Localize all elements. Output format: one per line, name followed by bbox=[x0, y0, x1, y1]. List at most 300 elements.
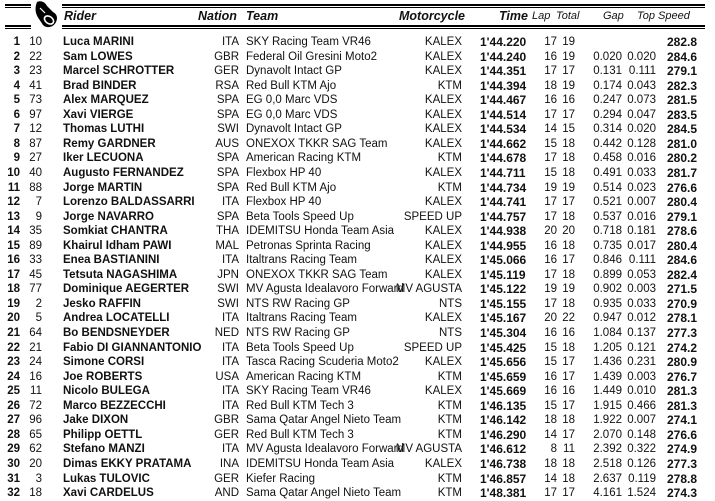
best-lap: 19 bbox=[544, 181, 557, 194]
rider-name: Jorge NAVARRO bbox=[63, 210, 154, 223]
position: 11 bbox=[7, 181, 20, 194]
gap-to-previous: 0.020 bbox=[627, 50, 656, 63]
gap-to-previous: 0.111 bbox=[628, 254, 656, 267]
motorcycle: KALEX bbox=[424, 457, 462, 470]
position: 12 bbox=[7, 196, 20, 209]
position: 25 bbox=[7, 385, 20, 398]
motorcycle: SPEED UP bbox=[403, 341, 462, 354]
total-laps: 19 bbox=[562, 36, 575, 48]
position: 22 bbox=[7, 341, 20, 354]
motorcycle-rider-icon bbox=[31, 0, 61, 30]
gap-to-previous: 0.148 bbox=[627, 428, 656, 441]
top-speed: 282.4 bbox=[666, 267, 697, 282]
table-row bbox=[0, 413, 715, 428]
team: Red Bull KTM Ajo bbox=[246, 79, 337, 92]
rider-name: Luca MARINI bbox=[63, 36, 134, 48]
rider-name: Jake DIXON bbox=[63, 414, 129, 427]
gap-to-previous: 0.137 bbox=[627, 327, 656, 339]
position: 29 bbox=[7, 443, 20, 456]
total-laps: 19 bbox=[562, 283, 575, 296]
best-lap: 15 bbox=[544, 341, 557, 354]
motorcycle: KALEX bbox=[424, 36, 462, 48]
gap-to-previous: 0.003 bbox=[627, 283, 656, 296]
best-time: 1'44.938 bbox=[480, 224, 527, 239]
best-lap: 17 bbox=[544, 210, 557, 223]
best-time: 1'44.534 bbox=[480, 122, 527, 137]
gap-to-previous: 0.043 bbox=[627, 79, 656, 92]
results-header bbox=[0, 0, 715, 34]
gap-to-first: 0.314 bbox=[593, 123, 622, 136]
rider-number: 88 bbox=[29, 181, 42, 194]
top-speed: 280.4 bbox=[666, 195, 697, 210]
rider-name: Khairul Idham PAWI bbox=[63, 239, 172, 252]
gap-to-previous: 0.181 bbox=[627, 225, 656, 238]
gap-to-first: 0.020 bbox=[593, 50, 622, 63]
team: SKY Racing Team VR46 bbox=[246, 36, 371, 48]
best-lap: 16 bbox=[544, 327, 557, 339]
gap-to-previous: 0.010 bbox=[627, 385, 656, 398]
motorcycle: KALEX bbox=[424, 356, 462, 369]
nation: SPA bbox=[216, 181, 239, 194]
rider-number: 11 bbox=[30, 385, 42, 398]
best-lap: 16 bbox=[544, 385, 557, 398]
rider-number: 2 bbox=[35, 297, 42, 310]
total-laps: 17 bbox=[562, 356, 575, 369]
table-row bbox=[0, 457, 715, 472]
gap-to-first: 4.161 bbox=[593, 487, 622, 500]
rider-number: 87 bbox=[29, 137, 42, 150]
gap-to-previous: 1.524 bbox=[627, 487, 656, 500]
rider-number: 89 bbox=[29, 239, 42, 252]
team: EG 0,0 Marc VDS bbox=[246, 108, 338, 121]
position: 9 bbox=[13, 152, 20, 165]
best-lap: 20 bbox=[544, 225, 557, 238]
table-row bbox=[0, 370, 715, 385]
position: 3 bbox=[13, 65, 20, 78]
total-laps: 18 bbox=[562, 210, 575, 223]
top-speed: 280.9 bbox=[666, 355, 697, 370]
nation: ITA bbox=[221, 385, 239, 398]
team: Federal Oil Gresini Moto2 bbox=[246, 50, 378, 63]
table-row bbox=[0, 399, 715, 414]
gap-to-first: 1.439 bbox=[593, 370, 622, 383]
top-speed: 276.6 bbox=[666, 427, 697, 442]
gap-to-first: 0.131 bbox=[593, 65, 622, 78]
rider-name: Stefano MANZI bbox=[63, 443, 145, 456]
gap-to-first: 0.521 bbox=[593, 196, 622, 209]
team: MV Agusta Idealavoro Forward bbox=[246, 283, 404, 296]
table-row bbox=[0, 224, 715, 239]
gap-to-previous: 0.023 bbox=[627, 181, 656, 194]
position: 8 bbox=[13, 137, 20, 150]
best-time: 1'44.394 bbox=[480, 78, 527, 93]
team: Kiefer Racing bbox=[246, 472, 316, 485]
nation: SWI bbox=[217, 123, 239, 136]
top-speed: 283.5 bbox=[666, 107, 697, 122]
best-lap: 14 bbox=[544, 472, 557, 485]
gap-to-previous: 0.033 bbox=[627, 166, 656, 179]
rider-name: Nicolo BULEGA bbox=[63, 385, 150, 398]
motorcycle: MV AGUSTA bbox=[395, 283, 462, 296]
table-row bbox=[0, 50, 715, 65]
total-laps: 17 bbox=[562, 254, 575, 267]
position: 30 bbox=[7, 457, 20, 470]
rider-name: Thomas LUTHI bbox=[63, 123, 145, 136]
header-time: Time bbox=[499, 9, 528, 23]
rider-number: 65 bbox=[29, 428, 42, 441]
nation: JPN bbox=[217, 268, 239, 281]
total-laps: 19 bbox=[562, 79, 575, 92]
total-laps: 17 bbox=[562, 428, 575, 441]
best-lap: 16 bbox=[544, 50, 557, 63]
motorcycle: KTM bbox=[437, 472, 462, 485]
top-speed: 281.7 bbox=[666, 165, 697, 180]
rider-number: 21 bbox=[29, 341, 42, 354]
position: 4 bbox=[13, 79, 20, 92]
best-time: 1'44.757 bbox=[480, 209, 527, 224]
rider-name: Andrea LOCATELLI bbox=[63, 312, 170, 325]
gap-to-previous: 0.012 bbox=[627, 312, 656, 325]
rider-number: 24 bbox=[29, 356, 42, 369]
gap-to-previous: 0.007 bbox=[627, 196, 656, 209]
total-laps: 18 bbox=[562, 341, 575, 354]
table-row bbox=[0, 282, 715, 297]
best-time: 1'44.734 bbox=[480, 180, 527, 195]
motorcycle: KALEX bbox=[424, 166, 462, 179]
header-rule-bottom bbox=[5, 25, 31, 27]
motorcycle: KALEX bbox=[424, 254, 462, 267]
best-time: 1'45.119 bbox=[480, 267, 526, 282]
table-row bbox=[0, 442, 715, 457]
rider-name: Tetsuta NAGASHIMA bbox=[63, 268, 178, 281]
motorcycle: KTM bbox=[437, 487, 462, 500]
best-time: 1'44.955 bbox=[480, 238, 527, 253]
total-laps: 17 bbox=[562, 108, 575, 121]
gap-to-first: 0.735 bbox=[593, 239, 622, 252]
top-speed: 276.6 bbox=[666, 180, 697, 195]
best-time: 1'44.351 bbox=[480, 64, 527, 79]
rider-number: 35 bbox=[29, 225, 42, 238]
nation: SPA bbox=[216, 166, 239, 179]
rider-number: 9 bbox=[35, 210, 42, 223]
table-row bbox=[0, 311, 715, 326]
best-lap: 17 bbox=[544, 65, 557, 78]
best-lap: 18 bbox=[544, 414, 557, 427]
top-speed: 276.7 bbox=[666, 369, 697, 384]
position: 13 bbox=[7, 210, 20, 223]
gap-to-first: 0.442 bbox=[593, 137, 622, 150]
best-time: 1'45.122 bbox=[480, 282, 527, 297]
gap-to-first: 0.514 bbox=[593, 181, 622, 194]
rider-number: 41 bbox=[29, 79, 42, 92]
nation: GBR bbox=[214, 414, 239, 427]
nation: GER bbox=[214, 472, 239, 485]
top-speed: 278.1 bbox=[666, 311, 697, 326]
gap-to-first: 2.518 bbox=[593, 457, 622, 470]
top-speed: 274.2 bbox=[666, 340, 697, 355]
table-row bbox=[0, 341, 715, 356]
nation: AND bbox=[214, 487, 239, 500]
nation: ITA bbox=[221, 312, 239, 325]
rider-number: 77 bbox=[29, 283, 42, 296]
rider-name: Lukas TULOVIC bbox=[63, 472, 150, 485]
gap-to-previous: 0.020 bbox=[627, 123, 656, 136]
team: Sama Qatar Angel Nieto Team bbox=[246, 414, 402, 427]
team: Red Bull KTM Tech 3 bbox=[246, 399, 354, 412]
team: Tasca Racing Scuderia Moto2 bbox=[246, 356, 399, 369]
team: Beta Tools Speed Up bbox=[246, 341, 354, 354]
motorcycle: KALEX bbox=[424, 65, 462, 78]
gap-to-previous: 0.017 bbox=[627, 239, 656, 252]
rider-number: 3 bbox=[35, 472, 42, 485]
gap-to-first: 2.070 bbox=[593, 428, 622, 441]
nation: RSA bbox=[215, 79, 239, 92]
motorcycle: KALEX bbox=[424, 123, 462, 136]
gap-to-first: 0.491 bbox=[593, 166, 622, 179]
rider-number: 10 bbox=[29, 36, 42, 48]
best-time: 1'44.220 bbox=[480, 35, 527, 49]
nation: AUS bbox=[215, 137, 239, 150]
team: ONEXOX TKKR SAG Team bbox=[246, 137, 388, 150]
table-row bbox=[0, 137, 715, 152]
team: SKY Racing Team VR46 bbox=[246, 385, 371, 398]
total-laps: 16 bbox=[562, 94, 575, 107]
motorcycle: KTM bbox=[437, 79, 462, 92]
rider-name: Enea BASTIANINI bbox=[63, 254, 160, 267]
rider-number: 18 bbox=[29, 487, 42, 500]
total-laps: 11 bbox=[563, 443, 575, 456]
best-lap: 17 bbox=[544, 196, 557, 209]
rider-number: 20 bbox=[29, 457, 42, 470]
rider-number: 40 bbox=[29, 166, 42, 179]
motorcycle: KALEX bbox=[424, 108, 462, 121]
top-speed: 281.3 bbox=[666, 384, 697, 399]
rider-name: Augusto FERNANDEZ bbox=[63, 166, 184, 179]
motorcycle: KALEX bbox=[424, 268, 462, 281]
table-row bbox=[0, 297, 715, 312]
table-row bbox=[0, 79, 715, 94]
best-time: 1'44.240 bbox=[480, 49, 527, 64]
gap-to-first: 1.205 bbox=[593, 341, 622, 354]
gap-to-first: 0.902 bbox=[593, 283, 622, 296]
rider-number: 64 bbox=[29, 327, 42, 339]
gap-to-previous: 0.007 bbox=[627, 414, 656, 427]
rider-number: 97 bbox=[29, 108, 42, 121]
table-row bbox=[0, 122, 715, 137]
nation: ITA bbox=[221, 399, 239, 412]
top-speed: 284.6 bbox=[666, 49, 697, 64]
nation: SWI bbox=[217, 297, 239, 310]
best-lap: 15 bbox=[544, 399, 557, 412]
team: Dynavolt Intact GP bbox=[246, 123, 342, 136]
gap-to-previous: 0.126 bbox=[627, 457, 656, 470]
gap-to-first: 0.247 bbox=[593, 94, 622, 107]
total-laps: 18 bbox=[562, 137, 575, 150]
best-lap: 19 bbox=[544, 283, 557, 296]
top-speed: 278.8 bbox=[666, 471, 697, 486]
position: 23 bbox=[7, 356, 20, 369]
total-laps: 18 bbox=[562, 472, 575, 485]
best-time: 1'46.857 bbox=[480, 471, 527, 486]
header-rule-top bbox=[5, 4, 31, 6]
rider-name: Dominique AEGERTER bbox=[63, 283, 190, 296]
best-lap: 8 bbox=[550, 443, 557, 456]
gap-to-previous: 0.016 bbox=[627, 152, 656, 165]
nation: SPA bbox=[216, 152, 239, 165]
position: 1 bbox=[13, 36, 20, 48]
rider-number: 73 bbox=[29, 94, 42, 107]
motorcycle: KALEX bbox=[424, 312, 462, 325]
team: American Racing KTM bbox=[246, 152, 362, 165]
table-row bbox=[0, 428, 715, 443]
table-row bbox=[0, 108, 715, 123]
position: 21 bbox=[7, 327, 20, 339]
best-lap: 15 bbox=[544, 356, 557, 369]
best-time: 1'44.741 bbox=[480, 195, 527, 210]
header-total: Total bbox=[556, 10, 580, 22]
top-speed: 284.6 bbox=[666, 253, 697, 268]
best-lap: 16 bbox=[544, 254, 557, 267]
gap-to-previous: 0.231 bbox=[627, 356, 656, 369]
total-laps: 15 bbox=[562, 123, 575, 136]
best-time: 1'45.304 bbox=[480, 326, 527, 340]
rider-number: 72 bbox=[29, 399, 42, 412]
top-speed: 284.5 bbox=[666, 122, 697, 137]
team: American Racing KTM bbox=[246, 370, 362, 383]
top-speed: 274.9 bbox=[666, 442, 697, 457]
total-laps: 20 bbox=[562, 225, 575, 238]
position: 15 bbox=[7, 239, 20, 252]
position: 6 bbox=[13, 108, 20, 121]
table-row bbox=[0, 210, 715, 225]
best-time: 1'48.381 bbox=[480, 486, 527, 501]
motorcycle: KALEX bbox=[424, 94, 462, 107]
gap-to-first: 2.392 bbox=[593, 443, 622, 456]
rider-number: 12 bbox=[29, 123, 42, 136]
best-lap: 17 bbox=[544, 487, 557, 500]
position: 24 bbox=[7, 370, 20, 383]
gap-to-first: 0.294 bbox=[593, 108, 622, 121]
rider-number: 62 bbox=[29, 443, 42, 456]
position: 32 bbox=[7, 487, 20, 500]
total-laps: 22 bbox=[562, 312, 575, 325]
header-rule-top-thin bbox=[5, 7, 31, 8]
team: NTS RW Racing GP bbox=[246, 297, 350, 310]
nation: ITA bbox=[221, 356, 239, 369]
total-laps: 18 bbox=[562, 457, 575, 470]
best-lap: 14 bbox=[544, 428, 557, 441]
motorcycle: NTS bbox=[439, 297, 462, 310]
position: 5 bbox=[13, 94, 20, 107]
top-speed: 282.8 bbox=[666, 35, 697, 49]
best-time: 1'45.066 bbox=[480, 253, 527, 268]
rider-number: 45 bbox=[29, 268, 42, 281]
gap-to-first: 1.084 bbox=[593, 327, 622, 339]
position: 2 bbox=[13, 50, 20, 63]
best-time: 1'44.467 bbox=[480, 93, 527, 108]
gap-to-first: 1.922 bbox=[593, 414, 622, 427]
rider-name: Marco BEZZECCHI bbox=[63, 399, 166, 412]
team: MV Agusta Idealavoro Forward bbox=[246, 443, 404, 456]
best-lap: 16 bbox=[544, 370, 557, 383]
team: Flexbox HP 40 bbox=[246, 166, 322, 179]
nation: ITA bbox=[221, 196, 239, 209]
table-row bbox=[0, 326, 715, 341]
motorcycle: KALEX bbox=[424, 385, 462, 398]
nation: GER bbox=[214, 428, 239, 441]
motorcycle: KTM bbox=[437, 181, 462, 194]
top-speed: 281.3 bbox=[666, 398, 697, 413]
team: Italtrans Racing Team bbox=[246, 254, 358, 267]
rider-name: Jesko RAFFIN bbox=[63, 297, 141, 310]
gap-to-previous: 0.053 bbox=[627, 268, 656, 281]
rider-number: 96 bbox=[29, 414, 42, 427]
gap-to-first: 0.537 bbox=[593, 210, 622, 223]
top-speed: 279.1 bbox=[666, 209, 697, 224]
rider-name: Sam LOWES bbox=[63, 50, 133, 63]
top-speed: 280.2 bbox=[666, 151, 697, 166]
nation: ITA bbox=[221, 341, 239, 354]
header-motorcycle: Motorcycle bbox=[399, 9, 465, 23]
gap-to-previous: 0.128 bbox=[627, 137, 656, 150]
team: IDEMITSU Honda Team Asia bbox=[246, 225, 395, 238]
table-row bbox=[0, 93, 715, 108]
rider-number: 16 bbox=[29, 370, 42, 383]
best-lap: 16 bbox=[544, 94, 557, 107]
gap-to-first: 0.947 bbox=[593, 312, 622, 325]
rider-name: Iker LECUONA bbox=[63, 152, 144, 165]
gap-to-previous: 0.322 bbox=[627, 443, 656, 456]
best-lap: 17 bbox=[544, 36, 557, 48]
gap-to-first: 1.449 bbox=[593, 385, 622, 398]
position: 27 bbox=[7, 414, 20, 427]
nation: GBR bbox=[214, 50, 239, 63]
position: 10 bbox=[7, 166, 20, 179]
rider-name: Dimas EKKY PRATAMA bbox=[63, 457, 192, 470]
header-gap: Gap bbox=[603, 10, 624, 22]
table-row bbox=[0, 166, 715, 181]
rider-number: 7 bbox=[35, 196, 42, 209]
nation: USA bbox=[215, 370, 239, 383]
table-row bbox=[0, 253, 715, 268]
gap-to-previous: 0.111 bbox=[628, 65, 656, 78]
nation: ITA bbox=[221, 443, 239, 456]
gap-to-first: 0.458 bbox=[593, 152, 622, 165]
position: 14 bbox=[7, 225, 20, 238]
best-lap: 15 bbox=[544, 137, 557, 150]
top-speed: 280.4 bbox=[666, 238, 697, 253]
best-time: 1'45.669 bbox=[480, 384, 527, 399]
total-laps: 18 bbox=[562, 239, 575, 252]
header-rule-top-right-thin bbox=[62, 7, 705, 8]
position: 18 bbox=[7, 283, 20, 296]
gap-to-previous: 0.016 bbox=[627, 210, 656, 223]
best-lap: 14 bbox=[544, 123, 557, 136]
best-time: 1'44.711 bbox=[480, 165, 526, 180]
gap-to-previous: 0.121 bbox=[627, 341, 656, 354]
gap-to-first: 2.637 bbox=[593, 472, 622, 485]
best-lap: 17 bbox=[544, 108, 557, 121]
best-time: 1'46.135 bbox=[480, 398, 527, 413]
total-laps: 17 bbox=[562, 487, 575, 500]
position: 31 bbox=[7, 472, 20, 485]
rider-name: Somkiat CHANTRA bbox=[63, 225, 168, 238]
rider-number: 33 bbox=[29, 254, 42, 267]
table-row bbox=[0, 486, 715, 501]
total-laps: 16 bbox=[562, 327, 575, 339]
header-rule-bottom-right-thin bbox=[62, 28, 705, 29]
team: Beta Tools Speed Up bbox=[246, 210, 354, 223]
